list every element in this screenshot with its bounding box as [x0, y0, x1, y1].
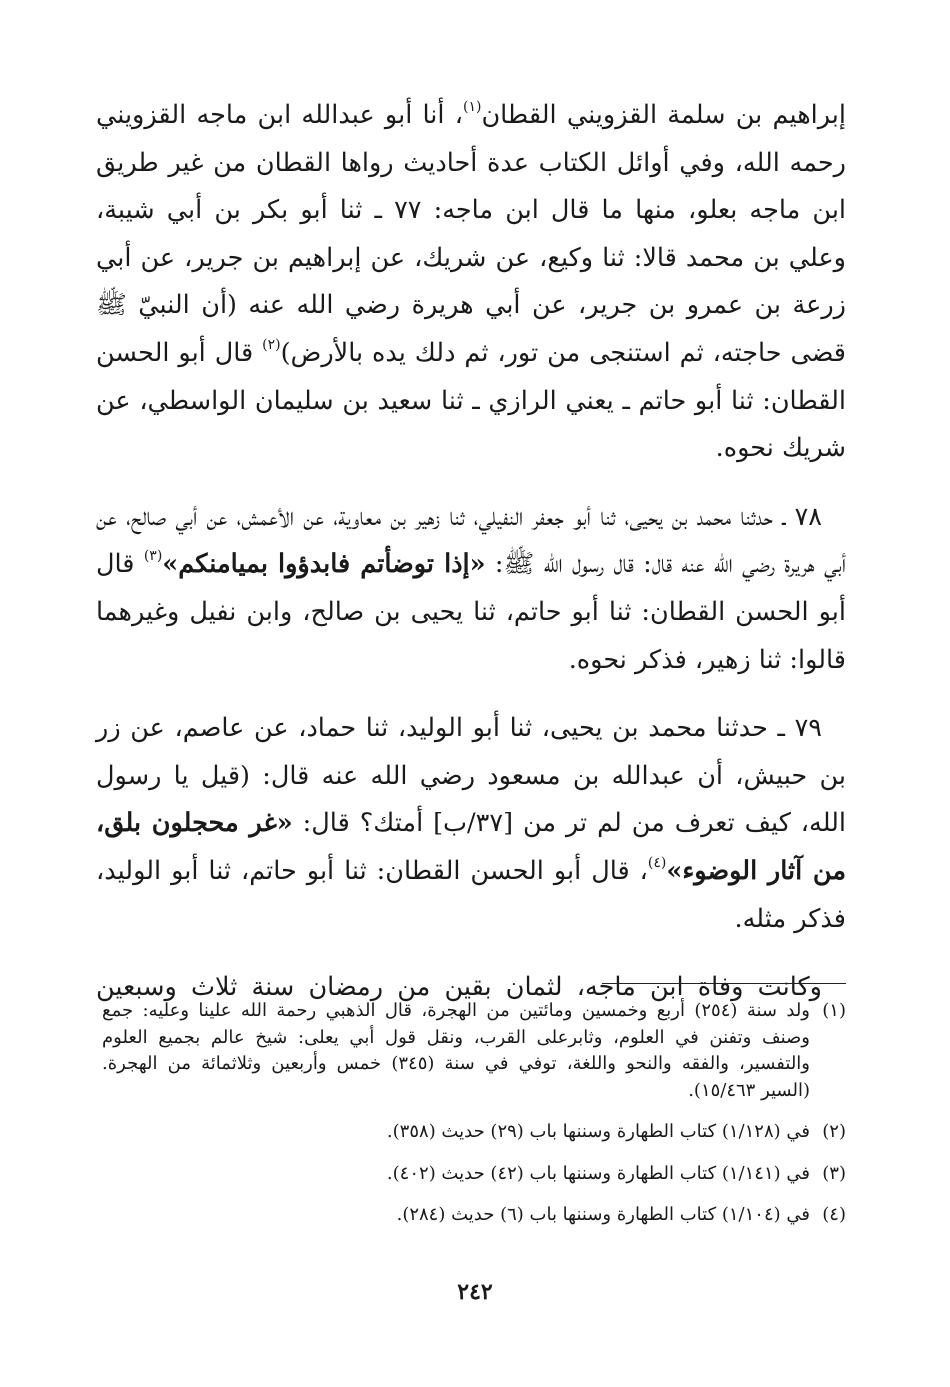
paragraph-1-text-b: ، أنا أبو عبدالله ابن ماجه القزويني رحمه الله، وفي أوائل الكتاب عدة أحاديث رواها القطان من غير طريق ابن ماجه بعلو، منها ما قال ابن ماجه: ٧٧ ـ ثنا أبو بكر بن أبي شيبة، وعلي بن محمد قالا: ثنا وكيع، عن شريك، عن إبراهيم بن جرير، عن أبي زرعة بن عمرو بن جرير، عن أبي هريرة رضي الله عنه (أن النبيّ ﷺ قضى حاجته، ثم استنجى من تور، ثم دلك يده بالأرض) [96, 100, 847, 368]
footnotes [102, 998, 846, 1244]
paragraph-1 [96, 92, 846, 473]
main-text [96, 92, 846, 1012]
footnote-text: في (١/١٤١) كتاب الطهارة وسننها باب (٤٢) حديث (٤٠٢). [386, 1162, 810, 1184]
paragraph-2-text-b: قال أبو الحسن القطان: ثنا أبو حاتم، ثنا يحيى بن صالح، وابن نفيل وغيرهما قالوا: ثنا زهير، فذكر نحوه. [96, 549, 846, 675]
footnote-separator [602, 983, 846, 984]
paragraph-4-text: وكانت وفاة ابن ماجه، لثمان بقين من رمضان سنة ثلاث وسبعين [96, 972, 822, 1003]
footnote-text: في (١/١٢٨) كتاب الطهارة وسننها باب (٢٩) حديث (٣٥٨). [386, 1121, 810, 1142]
paragraph-3-text-a: ٧٩ ـ حدثنا محمد بن يحيى، ثنا أبو الوليد، ثنا حماد، عن عاصم، عن زر بن حبيش، أن عبدالله بن مسعود رضي الله عنه قال: (قيل يا رسول الله، كيف تعرف من لم تر من [٣٧/ب] أمتك؟ قال: [96, 713, 846, 839]
footnote-number: (٢) [822, 1121, 846, 1142]
footnote-1 [102, 998, 846, 1104]
footnote-2 [102, 1119, 846, 1146]
paragraph-1-text-a: إبراهيم بن سلمة القزويني القطان [481, 100, 846, 130]
page-number: ٢٤٢ [457, 1279, 493, 1305]
footnote-number: (٤) [822, 1204, 846, 1225]
hadith-quote-bold: «غر محجلون بلق، من آثار الوضوء» [96, 808, 847, 886]
hadith-quote-bold: «إذا توضأتم فابدؤوا بميامنكم» [162, 549, 486, 580]
footnote-ref-1: (١) [462, 99, 482, 115]
footnote-ref-2: (٢) [262, 336, 281, 353]
paragraph-2-text-a: ٧٨ ـ حدثنا محمد بن يحيى، ثنا أبو جعفر النفيلي، ثنا زهير بن معاوية، عن الأعمش، عن أبي صالح، عن أبي هريرة رضي الله عنه قال: قال رسول الله ﷺ: [96, 501, 846, 580]
footnote-text: ولد سنة (٢٥٤) أربع وخمسين ومائتين من الهجرة، قال الذهبي رحمة الله علينا وعليه: جمع وصنف وتفنن في العلوم، وثابرعلى القرب، ونقل قول أبي يعلى: شيخ عالم بجميع العلوم والتفسير، والفقه والنحو واللغة، توفي في سنة (٣٤٥) خمس وأربعين وثلاثمائة من الهجرة. (السير ١٥/٤٦٣). [102, 1000, 810, 1101]
footnote-ref-3: (٣) [143, 548, 163, 565]
footnote-ref-4: (٤) [647, 854, 667, 871]
paragraph-2 [96, 494, 846, 684]
footnote-number: (٣) [822, 1162, 846, 1184]
footnote-text: في (١/١٠٤) كتاب الطهارة وسننها باب (٦) حديث (٢٨٤). [396, 1204, 810, 1225]
footnote-number: (١) [822, 1000, 846, 1021]
footnote-3 [102, 1161, 846, 1188]
paragraph-3-text-b: ، قال أبو الحسن القطان: ثنا أبو حاتم، ثنا أبو الوليد، فذكر مثله. [96, 855, 846, 934]
paragraph-1-text-c: قال أبو الحسن القطان: ثنا أبو حاتم ـ يعني الرازي ـ ثنا سعيد بن سليمان الواسطي، عن شريك نحوه. [96, 337, 846, 464]
footnote-4 [102, 1202, 846, 1229]
paragraph-3 [96, 705, 846, 943]
